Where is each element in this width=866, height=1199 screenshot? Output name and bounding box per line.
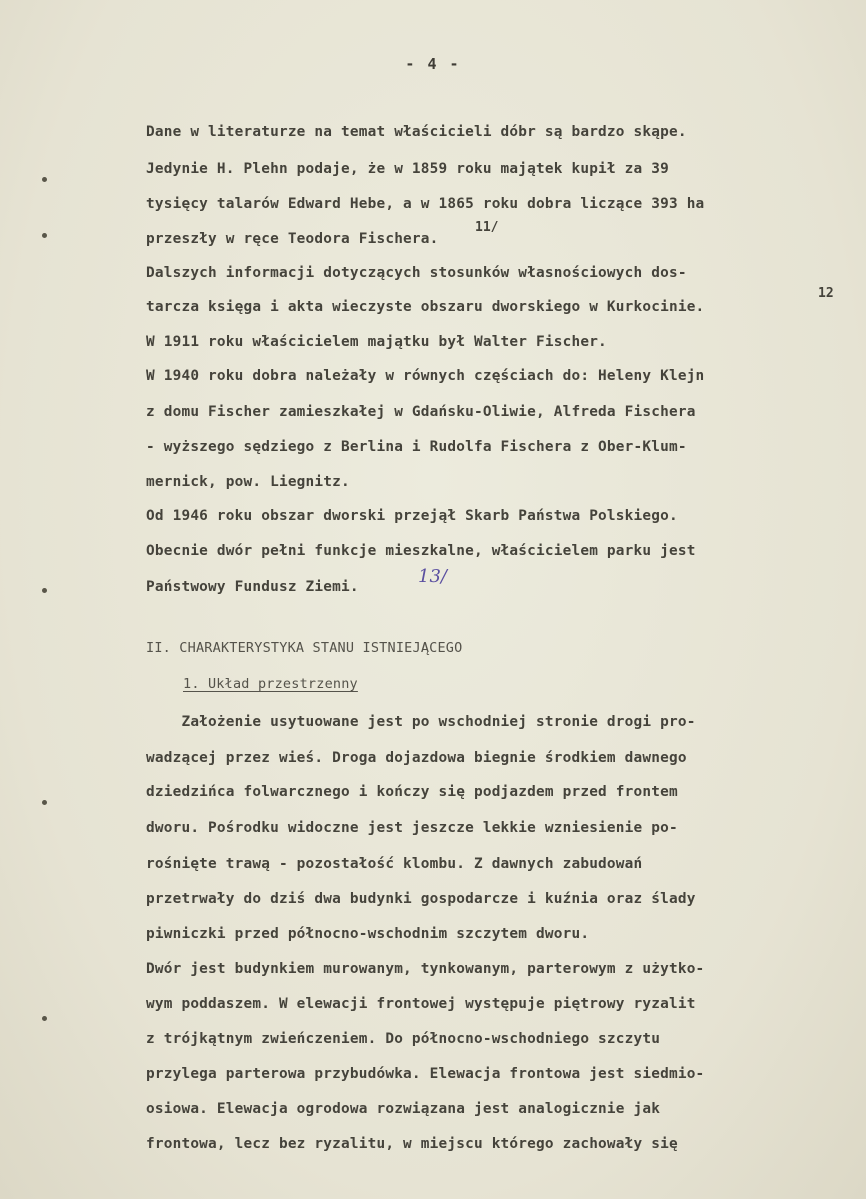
handwritten-footnote-13: 13/ bbox=[418, 566, 447, 587]
text-line: tarcza księga i akta wieczyste obszaru dworskiego w Kurkocinie. bbox=[146, 299, 705, 315]
binder-hole bbox=[42, 177, 47, 182]
text-line: Jedynie H. Plehn podaje, że w 1859 roku majątek kupił za 39 bbox=[146, 161, 669, 177]
text-line: osiowa. Elewacja ogrodowa rozwiązana jest analogicznie jak bbox=[146, 1101, 661, 1117]
text-line: frontowa, lecz bez ryzalitu, w miejscu którego zachowały się bbox=[146, 1136, 678, 1152]
text-line: rośnięte trawą - pozostałość klombu. Z dawnych zabudowań bbox=[146, 856, 643, 872]
text-line: mernick, pow. Liegnitz. bbox=[146, 474, 350, 490]
text-line: przylega parterowa przybudówka. Elewacja frontowa jest siedmio- bbox=[146, 1066, 705, 1082]
text-line: W 1911 roku właścicielem majątku był Walter Fischer. bbox=[146, 334, 607, 350]
text-line: tysięcy talarów Edward Hebe, a w 1865 roku dobra liczące 393 ha bbox=[146, 196, 705, 212]
page-number: - 4 - bbox=[405, 55, 461, 73]
text-line: Dwór jest budynkiem murowanym, tynkowanym, parterowym z użytko- bbox=[146, 961, 705, 977]
binder-hole bbox=[42, 588, 47, 593]
text-line: W 1940 roku dobra należały w równych częściach do: Heleny Klejn bbox=[146, 368, 705, 384]
text-line: Obecnie dwór pełni funkcje mieszkalne, właścicielem parku jest bbox=[146, 543, 696, 559]
text-line: dziedzińca folwarcznego i kończy się podjazdem przed frontem bbox=[146, 784, 678, 800]
footnote-11: 11/ bbox=[475, 220, 499, 235]
section-heading: II. CHARAKTERYSTYKA STANU ISTNIEJĄCEGO bbox=[146, 640, 463, 656]
binder-hole bbox=[42, 800, 47, 805]
binder-hole bbox=[42, 233, 47, 238]
text-line: Założenie usytuowane jest po wschodniej stronie drogi pro- bbox=[146, 714, 696, 730]
text-line: dworu. Pośrodku widoczne jest jeszcze lekkie wzniesienie po- bbox=[146, 820, 678, 836]
text-line: wym poddaszem. W elewacji frontowej występuje piętrowy ryzalit bbox=[146, 996, 696, 1012]
text-line: Od 1946 roku obszar dworski przejął Skarb Państwa Polskiego. bbox=[146, 508, 678, 524]
text-line: Państwowy Fundusz Ziemi. bbox=[146, 579, 359, 595]
text-line: - wyższego sędziego z Berlina i Rudolfa Fischera z Ober-Klum- bbox=[146, 439, 687, 455]
text-line: przetrwały do dziś dwa budynki gospodarcze i kuźnia oraz ślady bbox=[146, 891, 696, 907]
text-line: Dane w literaturze na temat właścicieli dóbr są bardzo skąpe. bbox=[146, 124, 687, 140]
text-line: z trójkątnym zwieńczeniem. Do północno-wschodniego szczytu bbox=[146, 1031, 661, 1047]
footnote-12: 12 bbox=[818, 286, 834, 301]
text-line: przeszły w ręce Teodora Fischera. bbox=[146, 231, 439, 247]
text-line: piwniczki przed północno-wschodnim szczytem dworu. bbox=[146, 926, 590, 942]
binder-hole bbox=[42, 1016, 47, 1021]
text-line: z domu Fischer zamieszkałej w Gdańsku-Oliwie, Alfreda Fischera bbox=[146, 404, 696, 420]
subsection-heading: 1. Układ przestrzenny bbox=[183, 676, 358, 692]
text-line: wadzącej przez wieś. Droga dojazdowa biegnie środkiem dawnego bbox=[146, 750, 687, 766]
text-line: Dalszych informacji dotyczących stosunków własnościowych dos- bbox=[146, 265, 687, 281]
